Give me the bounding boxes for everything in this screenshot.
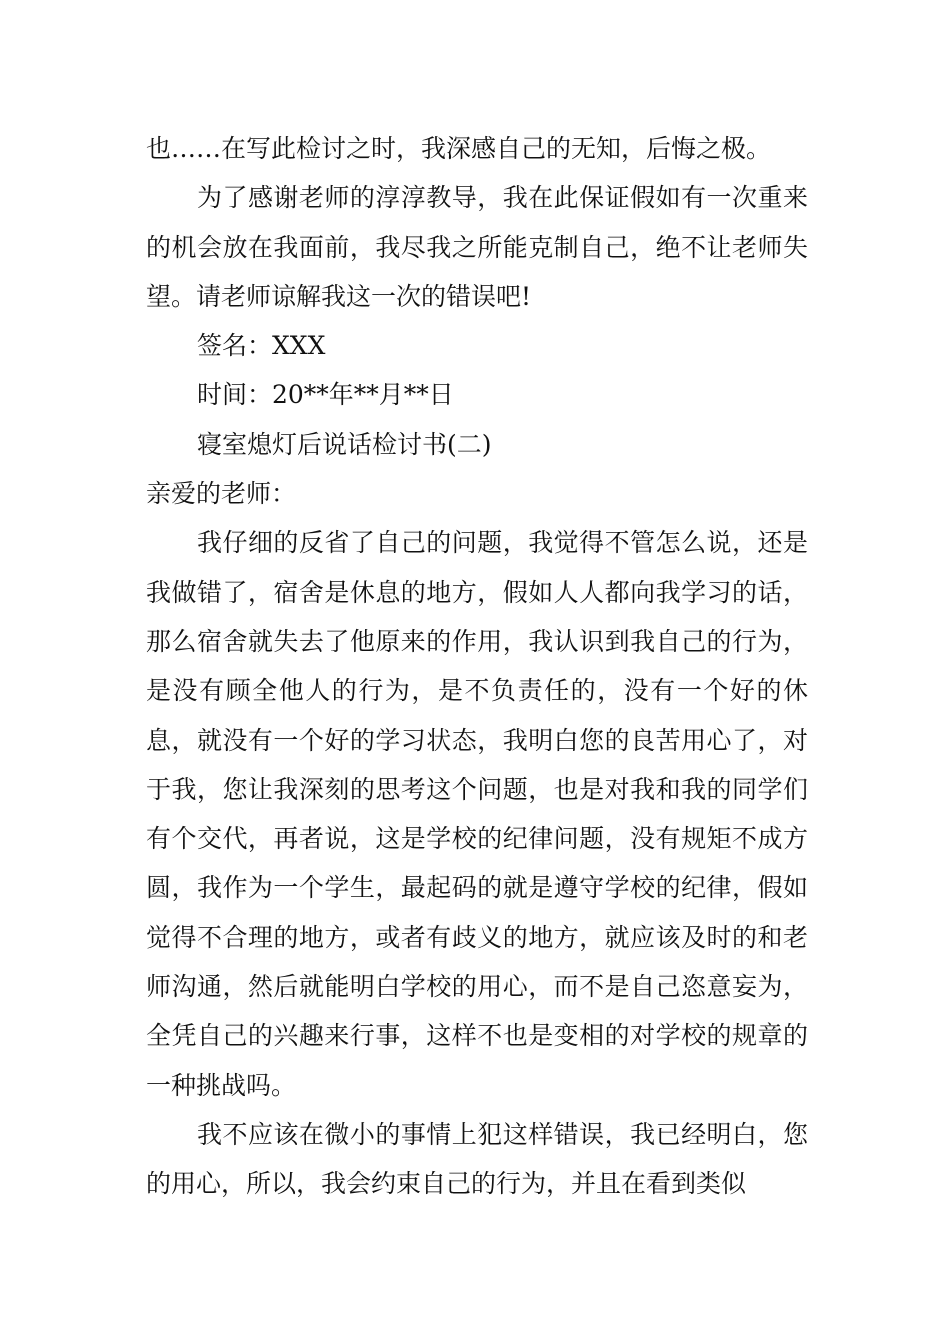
paragraph-closing-remorse: 也……在写此检讨之时，我深感自己的无知，后悔之极。	[146, 134, 772, 163]
section-title: 寝室熄灯后说话检讨书(二)	[197, 429, 492, 459]
salutation: 亲爱的老师：	[146, 479, 297, 509]
paragraph-promise: 为了感谢老师的淳淳教导，我在此保证假如有一次重来的机会放在我面前，我尽我之所能克制自己，绝不让老师失望。请老师谅解我这一次的错误吧!	[146, 183, 808, 311]
date-line: 时间：20**年**月**日	[197, 380, 454, 410]
paragraph-commitment: 我不应该在微小的事情上犯这样错误，我已经明白，您的用心，所以，我会约束自己的行为，并且在看到类似	[146, 1119, 808, 1199]
signature-line: 签名：XXX	[197, 331, 326, 361]
document-page	[146, 124, 808, 1209]
paragraph-reflection: 我仔细的反省了自己的问题，我觉得不管怎么说，还是我做错了，宿舍是休息的地方，假如人人都向我学习的话，那么宿舍就失去了他原来的作用，我认识到我自己的行为，是没有顾全他人的行为，是不负责任的，没有一个好的休息，就没有一个好的学习状态，我明白您的良苦用心了，对于我，您让我深刻的思考这个问题，也是对我和我的同学们有个交代，再者说，这是学校的纪律问题，没有规矩不成方圆，我作为一个学生，最起码的就是遵守学校的纪律，假如觉得不合理的地方，或者有歧义的地方，就应该及时的和老师沟通，然后就能明白学校的用心，而不是自己恣意妄为，全凭自己的兴趣来行事，这样不也是变相的对学校的规章的一种挑战吗。	[146, 528, 808, 1100]
